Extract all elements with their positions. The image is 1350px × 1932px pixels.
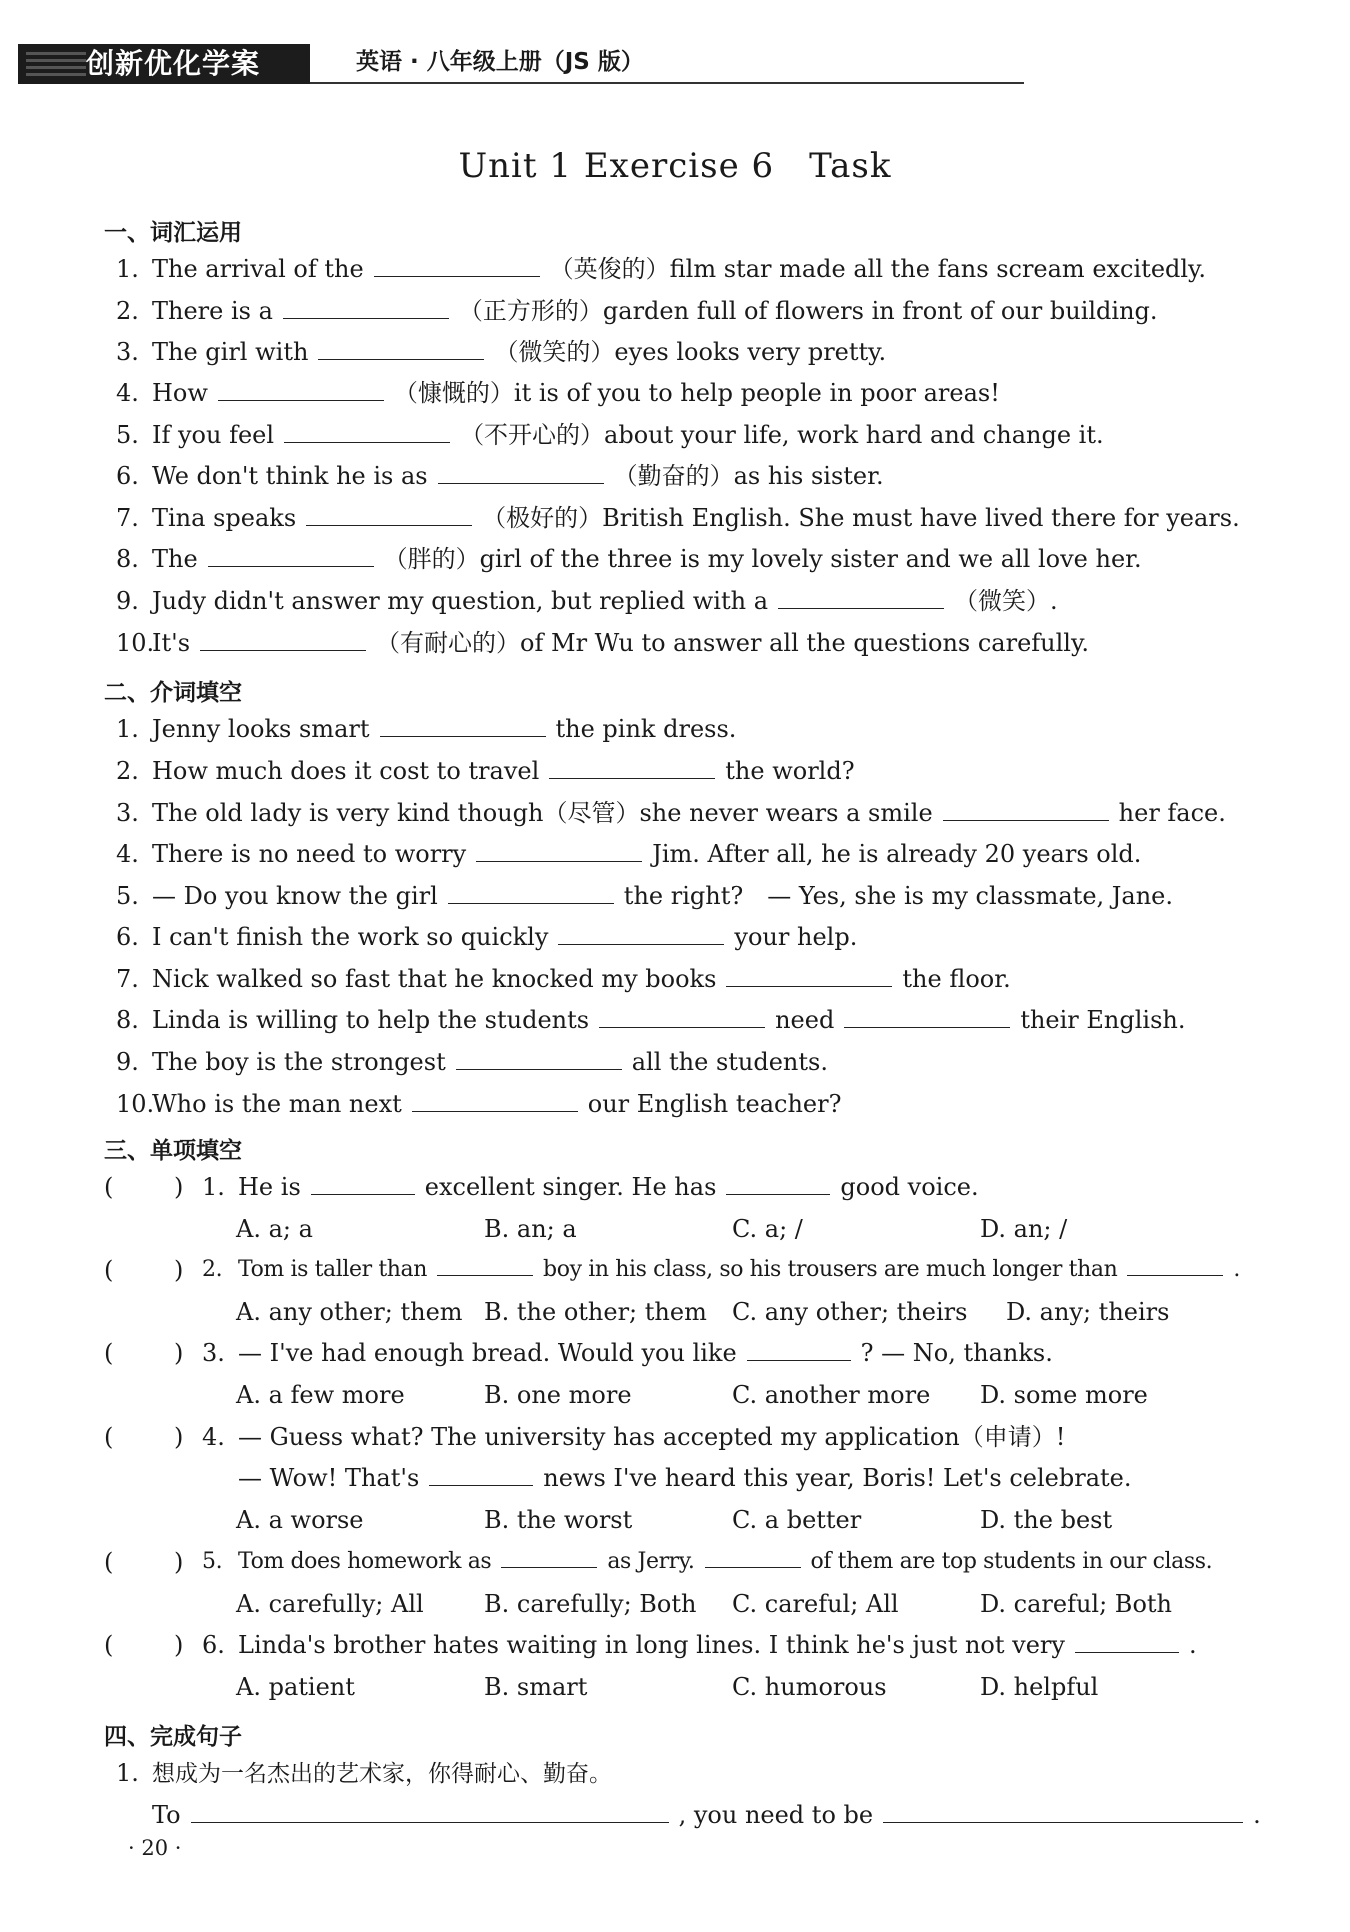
s2-item-5: 5. — Do you know the girl the right? — Yes, she is my classmate, Jane. [116,882,1173,910]
s3-item-2: 2. Tom is taller than boy in his class, so his trousers are much longer than . [202,1253,1240,1287]
option-c: C. careful; All [732,1590,899,1618]
s3-item-5: 5. Tom does homework as as Jerry. of them are top students in our class. [202,1545,1212,1579]
answer-paren-close: ) [174,1256,184,1284]
page-number: · 20 · [128,1836,182,1860]
option-d: D. helpful [980,1673,1099,1701]
answer-paren-open[interactable]: ( [104,1256,114,1284]
s2-item-7: 7. Nick walked so fast that he knocked my books the floor. [116,965,1011,993]
answer-blank[interactable] [306,503,472,526]
header-subject: 英语 · 八年级上册（JS 版） [356,49,644,75]
option-c: C. another more [732,1381,931,1409]
answer-paren-open[interactable]: ( [104,1423,114,1451]
answer-paren-close: ) [174,1173,184,1201]
header-rule [310,82,1024,84]
s2-item-4: 4. There is no need to worry Jim. After all, he is already 20 years old. [116,840,1142,868]
s1-item-3: 3. The girl with （微笑的）eyes looks very pretty. [116,338,887,366]
header-brand: 创新优化学案 [86,47,261,80]
option-d: D. careful; Both [980,1590,1172,1618]
option-b: B. one more [484,1381,632,1409]
answer-blank[interactable] [705,1545,801,1568]
answer-blank[interactable] [726,1172,830,1195]
answer-blank[interactable] [558,922,724,945]
answer-blank[interactable] [429,1463,533,1486]
answer-blank[interactable] [208,544,374,567]
answer-paren-open[interactable]: ( [104,1631,114,1659]
answer-line[interactable] [191,1800,669,1823]
section2-heading: 二、介词填空 [104,680,242,706]
answer-paren-open[interactable]: ( [104,1173,114,1201]
option-b: B. the worst [484,1506,633,1534]
answer-blank[interactable] [476,839,642,862]
option-a: A. a worse [236,1506,364,1534]
s3-item-1: 1. He is excellent singer. He has good voice. [202,1173,979,1201]
answer-blank[interactable] [374,254,540,277]
answer-blank[interactable] [844,1005,1010,1028]
option-b: B. smart [484,1673,588,1701]
answer-paren-close: ) [174,1631,184,1659]
answer-blank[interactable] [456,1047,622,1070]
option-c: C. any other; theirs [732,1298,968,1326]
answer-blank[interactable] [412,1089,578,1112]
s1-item-2: 2. There is a （正方形的）garden full of flowers in front of our building. [116,297,1158,325]
option-d: D. some more [980,1381,1148,1409]
s2-item-1: 1. Jenny looks smart the pink dress. [116,715,737,743]
section3-heading: 三、单项填空 [104,1138,242,1164]
option-c: C. humorous [732,1673,887,1701]
page-title: Unit 1 Exercise 6 Task [458,146,892,186]
answer-blank[interactable] [218,378,384,401]
option-b: B. an; a [484,1215,577,1243]
s3-item-4-line2: — Wow! That's news I've heard this year, Boris! Let's celebrate. [238,1464,1132,1492]
section4-heading: 四、完成句子 [104,1724,242,1750]
option-b: B. the other; them [484,1298,707,1326]
s2-item-9: 9. The boy is the strongest all the students. [116,1048,828,1076]
s2-item-3: 3. The old lady is very kind though（尽管）she never wears a smile her face. [116,799,1226,827]
answer-paren-open[interactable]: ( [104,1339,114,1367]
answer-paren-open[interactable]: ( [104,1548,114,1576]
s1-item-5: 5. If you feel （不开心的）about your life, work hard and change it. [116,421,1104,449]
s2-item-10: 10.Who is the man next our English teacher? [116,1090,842,1118]
option-d: D. the best [980,1506,1113,1534]
option-a: A. patient [236,1673,355,1701]
s1-item-10: 10.It's （有耐心的）of Mr Wu to answer all the questions carefully. [116,629,1089,657]
answer-blank[interactable] [311,1172,415,1195]
s1-item-8: 8. The （胖的）girl of the three is my lovely sister and we all love her. [116,545,1142,573]
answer-line[interactable] [883,1800,1243,1823]
answer-blank[interactable] [448,881,614,904]
s1-item-4: 4. How （慷慨的）it is of you to help people in poor areas! [116,379,1000,407]
s1-item-7: 7. Tina speaks （极好的）British English. She must have lived there for years. [116,504,1240,532]
s3-item-6: 6. Linda's brother hates waiting in long lines. I think he's just not very . [202,1631,1197,1659]
answer-blank[interactable] [549,756,715,779]
section1-heading: 一、词汇运用 [104,220,242,246]
s4-item-1-prompt: 1. 想成为一名杰出的艺术家，你得耐心、勤奋。 [116,1759,612,1787]
answer-blank[interactable] [318,337,484,360]
answer-blank[interactable] [438,461,604,484]
option-a: A. a few more [236,1381,405,1409]
s2-item-8: 8. Linda is willing to help the students need their English. [116,1006,1186,1034]
s2-item-6: 6. I can't finish the work so quickly your help. [116,923,858,951]
answer-blank[interactable] [437,1253,533,1276]
answer-paren-close: ) [174,1423,184,1451]
s3-item-3: 3. — I've had enough bread. Would you like ? — No, thanks. [202,1339,1053,1367]
s1-item-6: 6. We don't think he is as （勤奋的）as his sister. [116,462,884,490]
answer-blank[interactable] [284,420,450,443]
answer-blank[interactable] [726,964,892,987]
s3-item-4: 4. — Guess what? The university has accepted my application（申请）! [202,1423,1066,1451]
s2-item-2: 2. How much does it cost to travel the world? [116,757,855,785]
option-b: B. carefully; Both [484,1590,697,1618]
header-stripes [26,52,86,76]
option-c: C. a better [732,1506,862,1534]
answer-paren-close: ) [174,1339,184,1367]
option-a: A. any other; them [236,1298,463,1326]
answer-blank[interactable] [747,1338,851,1361]
s4-item-1-answer: To , you need to be . [152,1801,1261,1829]
option-d: D. any; theirs [1006,1298,1170,1326]
answer-blank[interactable] [943,798,1109,821]
s1-item-1: 1. The arrival of the （英俊的）film star made all the fans scream excitedly. [116,255,1207,283]
option-d: D. an; / [980,1215,1068,1243]
option-c: C. a; / [732,1215,803,1243]
answer-blank[interactable] [778,586,944,609]
answer-blank[interactable] [501,1545,597,1568]
answer-blank[interactable] [283,296,449,319]
answer-blank[interactable] [599,1005,765,1028]
option-a: A. carefully; All [236,1590,424,1618]
answer-blank[interactable] [1127,1253,1223,1276]
option-a: A. a; a [236,1215,313,1243]
answer-blank[interactable] [200,628,366,651]
answer-blank[interactable] [380,714,546,737]
answer-blank[interactable] [1075,1630,1179,1653]
answer-paren-close: ) [174,1548,184,1576]
s1-item-9: 9. Judy didn't answer my question, but replied with a （微笑）. [116,587,1058,615]
